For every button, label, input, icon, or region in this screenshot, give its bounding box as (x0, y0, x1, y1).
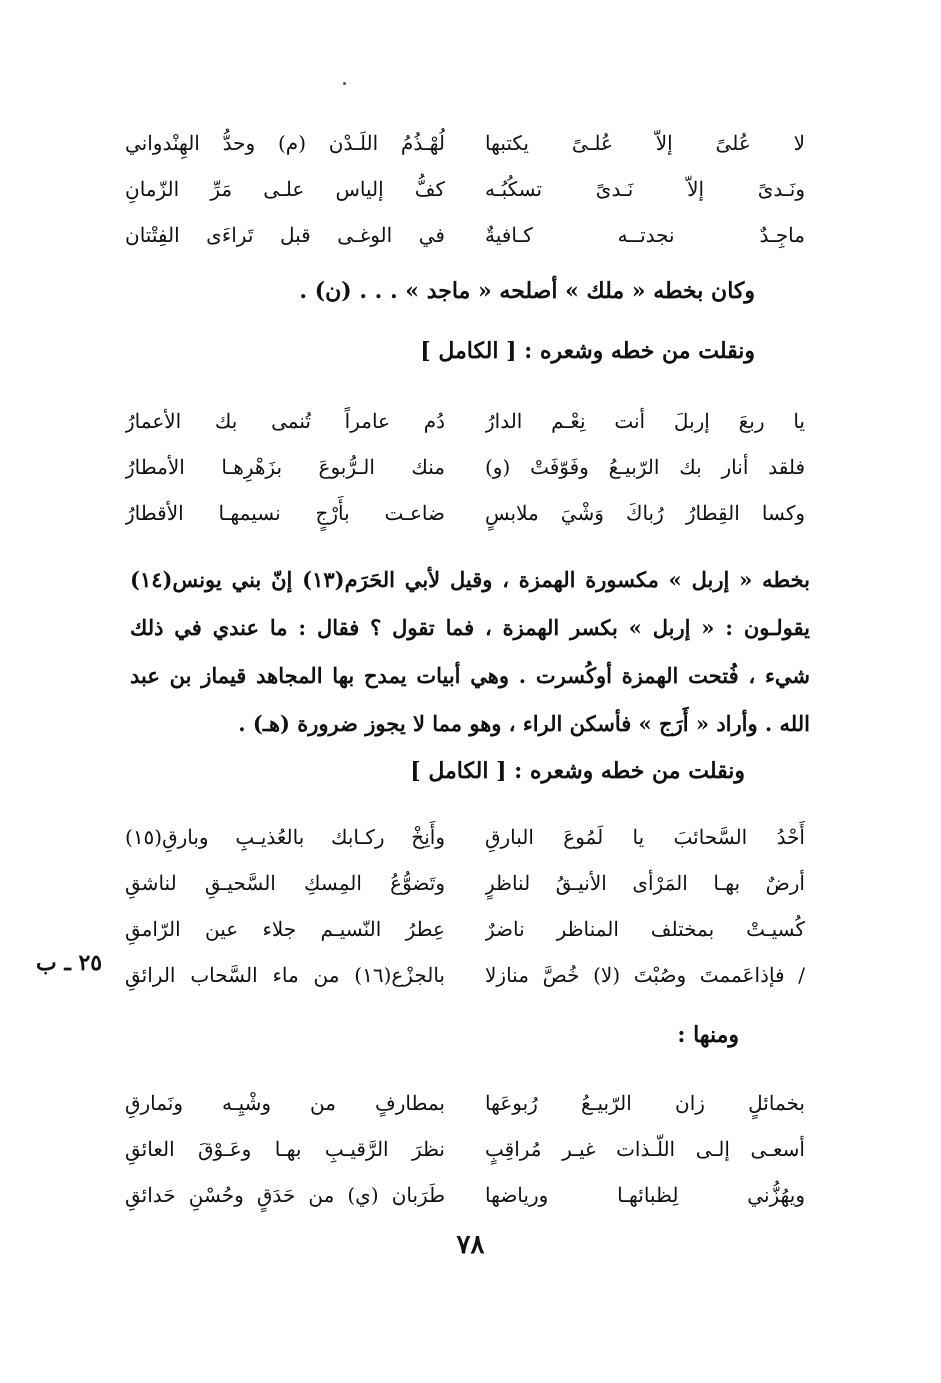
verse (125, 1172, 805, 1218)
paragraph-line: الله . وأراد « أَرَج » فأسكن الراء ، وهو مما لا يجوز ضرورة (هـ) . (238, 711, 810, 736)
verse-first-hemistich: وكسا القِطارُ رُباكَ وَشْيَ ملابسٍ (485, 501, 805, 525)
verse-second-hemistich: بالجزْع(١٦) من ماء السَّحاب الرائقِ (125, 963, 445, 987)
verse-first-hemistich: ويهُزُّني لِظبائهـا ورياضها (485, 1183, 805, 1207)
verse-first-hemistich: فلقد أنار بك الرّبيـعُ وفَوّفَتْ (و) (485, 455, 805, 479)
verse (125, 490, 805, 536)
verse (125, 398, 805, 444)
verse-second-hemistich: دُم عامراً تُنمى بك الأعمارُ (125, 409, 445, 433)
verse-second-hemistich: طَرَبان (ي) من حَدَقٍ وحُسْنِ حَدائقِ (125, 1183, 445, 1207)
paragraph-line: شيء ، فُتحت الهمزة أوكُسرت . وهي أبيات يمدح بها المجاهد قيماز بن عبد (130, 663, 810, 688)
verse-first-hemistich: بخمائلٍ زان الرّبيـعُ رُبوعَها (485, 1091, 805, 1115)
verse-second-hemistich: ضاعـت بأَرْجٍ نسيمهـا الأقطارُ (125, 501, 445, 525)
verse (125, 906, 805, 952)
poem-1 (125, 120, 805, 258)
verse-second-hemistich: عِطرُ النّسيـم جلاء عين الرّامقِ (125, 917, 445, 941)
paragraph-line: يقولـون : « إربل » بكسر الهمزة ، فما تقول ؟ فقال : ما عندي في ذلك (130, 615, 810, 640)
verse-second-hemistich: بمطارفٍ من وشْيِـه ونَمارقِ (125, 1091, 445, 1115)
poem-4 (125, 1080, 805, 1218)
manuscript-folio-marker: ٢٥ ـ ب (36, 950, 103, 976)
verse (125, 120, 805, 166)
poem-2 (125, 398, 805, 536)
section-intro: ونقلت من خطه وشعره : [ الكامل ] (410, 758, 745, 784)
paragraph-line: بخطه « إربل » مكسورة الهمزة ، وقيل لأبي الحَرَم(١٣) إنّ بني يونس(١٤) (130, 567, 810, 592)
verse (125, 166, 805, 212)
verse-second-hemistich: في الوغـى قبل تَراءَى الفِتْتان (125, 223, 445, 247)
verse-second-hemistich: لُهْـذُمُ اللَـدْن (م) وحدُّ الهِنْدواني (125, 131, 445, 155)
verse-first-hemistich: كُسيـتْ بمختلف المناظر ناضرٌ (485, 917, 805, 941)
verse-second-hemistich: وتَضوُّعُ المِسكِ السَّحيـقِ لناشقِ (125, 871, 445, 895)
verse-first-hemistich: لا عُلىً إلاّ عُلـىً يكتبها (485, 131, 805, 155)
verse-first-hemistich: يا ربعَ إربلَ أنت نِعْـم الدارُ (485, 409, 805, 433)
verse (125, 212, 805, 258)
verse (125, 1126, 805, 1172)
verse (125, 1080, 805, 1126)
verse-first-hemistich: ماجِـدٌ نجدتــه كـافيةٌ (485, 223, 805, 247)
verse-first-hemistich: / فإذاعَممتَ وصُبْتَ (لا) خُصَّ منازلا (485, 963, 805, 987)
editor-note: وكان بخطه « ملك » أصلحه « ماجد » . . . (ن) . (299, 278, 755, 304)
poem-3 (125, 814, 805, 998)
section-intro: ومنها : (677, 1022, 739, 1048)
verse-first-hemistich: ونَـدىً إلاّ نَـدىً تسكُبُـه (485, 177, 805, 201)
verse-second-hemistich: وأَنِخْ ركـابك بالعُذيـبِ وبارقِ(١٥) (125, 825, 445, 849)
verse (125, 860, 805, 906)
verse-second-hemistich: منك الـرُّبوعَ بزَهْرِهـا الأمطارُ (125, 455, 445, 479)
verse (125, 952, 805, 998)
verse (125, 814, 805, 860)
page-mark (343, 82, 346, 85)
section-intro: ونقلت من خطه وشعره : [ الكامل ] (420, 338, 755, 364)
verse-first-hemistich: أرضٌ بهـا المَرْأى الأنيـقُ لناظرٍ (485, 871, 805, 895)
verse-first-hemistich: أَحْدُ السَّحائبَ يا لَمُوعَ البارقِ (485, 825, 805, 849)
verse (125, 444, 805, 490)
verse-second-hemistich: كفُّ إلياس علـى مَرِّ الزّمانِ (125, 177, 445, 201)
verse-second-hemistich: نظرَ الرَّقيـبِ بهـا وعَـوْقَ العائقِ (125, 1137, 445, 1161)
page-number: ٧٨ (456, 1230, 485, 1260)
verse-first-hemistich: أسعـى إلـى اللّـذات غيـر مُراقِبٍ (485, 1137, 805, 1161)
commentary-paragraph (130, 556, 810, 748)
